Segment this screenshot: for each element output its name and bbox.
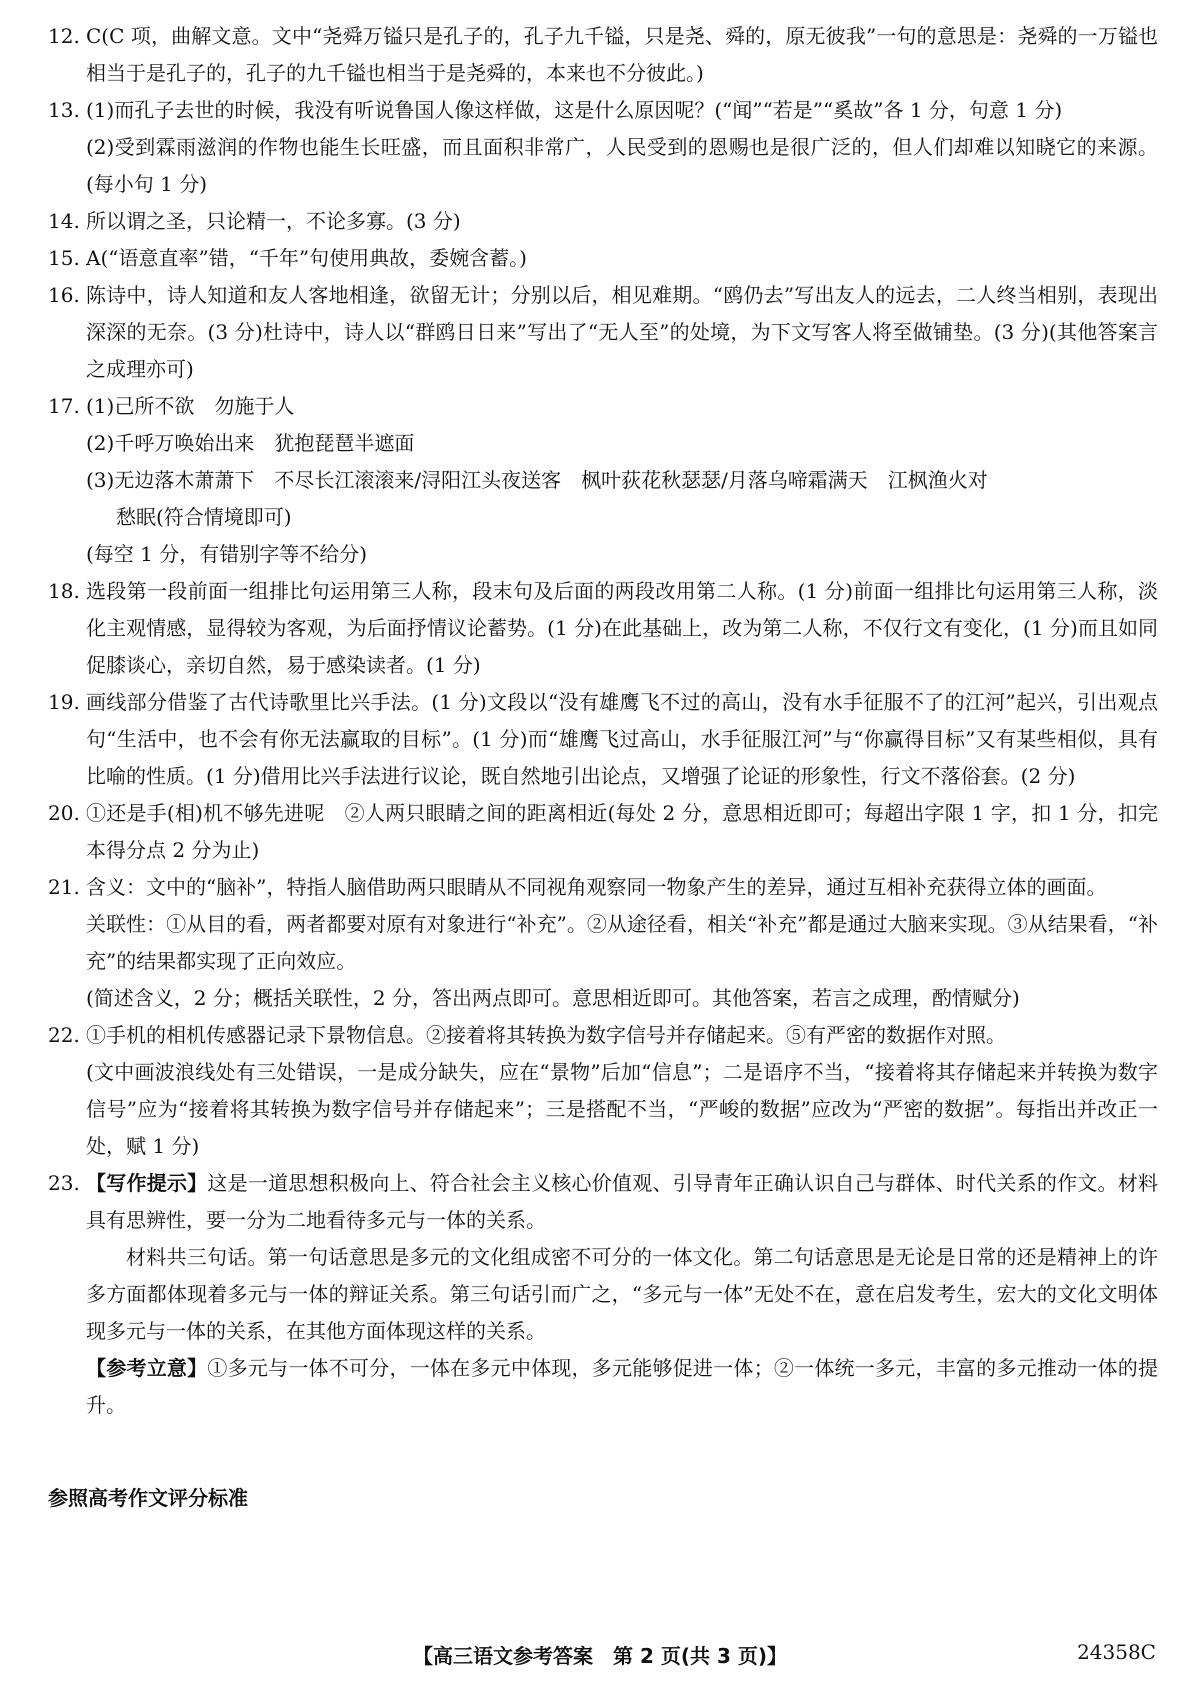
material-analysis: 材料共三句话。第一句话意思是多元的文化组成密不可分的一体文化。第二句话意思是无论是日常的还是精神上的许多方面都体现着多元与一体的辩证关系。第三句话引而广之，“多元与一体”无处不在，意在启发考生，宏大的文化文明体现多元与一体的关系，在其他方面体现这样的关系。 <box>86 1245 1158 1343</box>
answer-21-meaning: 含义：文中的“脑补”，特指人脑借助两只眼睛从不同视角观察同一物象产生的差异，通过互相补充获得立体的画面。 <box>86 875 1107 899</box>
answer-sheet <box>48 18 1158 1424</box>
answer-22: 22. ①手机的相机传感器记录下景物信息。②接着将其转换为数字信号并存储起来。⑤有严密的数据作对照。 (文中画波浪线处有三处错误，一是成分缺失，应在“景物”后加“信息”；二是语序不当，“接着将其存储起来并转换为数字信号”应为“接着将其转换为数字信号并存储起来”；三是搭配不当，“严峻的数据”应改为“严密的数据”。每指出并改正一处，赋 1 分) <box>48 1017 1158 1165</box>
answer-15: 15. A(“语意直率”错，“千年”句使用典故，委婉含蓄。) <box>48 246 527 270</box>
writing-tips: 【写作提示】这是一道思想积极向上、符合社会主义核心价值观、引导青年正确认识自己与群体、时代关系的作文。材料具有思辨性，要一分为二地看待多元与一体的关系。 <box>86 1171 1159 1232</box>
answer-21: 21. 含义：文中的“脑补”，特指人脑借助两只眼睛从不同视角观察同一物象产生的差异，通过互相补充获得立体的画面。 关联性：①从目的看，两者都要对原有对象进行“补充”。②从途径看，相关“补充”都是通过大脑来实现。③从结果看，“补充”的结果都实现了正向效应。 (简述含义，2 分；概括关联性，2 分，答出两点即可。意思相近即可。其他答案，若言之成理，酌情赋分) <box>48 869 1158 1017</box>
answer-14: 14. 所以谓之圣，只论精一，不论多寡。(3 分) <box>48 209 461 233</box>
reference-themes: 【参考立意】①多元与一体不可分，一体在多元中体现，多元能够促进一体；②一体统一多元，丰富的多元推动一体的提升。 <box>86 1356 1159 1417</box>
page-footer: 【高三语文参考答案 第 2 页(共 3 页)】 <box>413 1644 787 1668</box>
answer-19: 19. 画线部分借鉴了古代诗歌里比兴手法。(1 分)文段以“没有雄鹰飞不过的高山，没有水手征服不了的江河”起兴，引出观点句“生活中，也不会有你无法赢取的目标”。(1 分)而“雄鹰飞过高山，水手征服江河”与“你赢得目标”又有某些相似，具有比喻的性质。(1 分)借用比兴手法进行议论，既自然地引出论点，又增强了论证的形象性，行文不落俗套。(2 分) <box>48 690 1158 788</box>
answer-17-part-2: (2)千呼万唤始出来 犹抱琵琶半遮面 <box>86 431 415 455</box>
answer-13: 13. (1)而孔子去世的时候，我没有听说鲁国人像这样做，这是什么原因呢？(“闻”“若是”“奚故”各 1 分，句意 1 分) (2)受到霖雨滋润的作物也能生长旺盛，而且面积非常广，人民受到的恩赐也是很广泛的，但人们却难以知晓它的来源。(每小句 1 分) <box>48 92 1158 203</box>
answer-12: 12. C(C 项，曲解文意。文中“尧舜万镒只是孔子的，孔子九千镒，只是尧、舜的，原无彼我”一句的意思是：尧舜的一万镒也相当于是孔子的，孔子的九千镒也相当于是尧舜的，本来也不分彼此。) <box>48 24 1158 85</box>
answer-21-relevance: 关联性：①从目的看，两者都要对原有对象进行“补充”。②从途径看，相关“补充”都是通过大脑来实现。③从结果看，“补充”的结果都实现了正向效应。 <box>86 912 1158 973</box>
answer-17-scoring: (每空 1 分，有错别字等不给分) <box>86 542 368 566</box>
document-code: 24358C <box>1077 1640 1156 1664</box>
answer-17-part-3: (3)无边落木萧萧下 不尽长江滚滚来/浔阳江头夜送客 枫叶荻花秋瑟瑟/月落乌啼霜满天 江枫渔火对 愁眠(符合情境即可) <box>86 468 988 529</box>
answer-18: 18. 选段第一段前面一组排比句运用第三人称，段末句及后面的两段改用第二人称。(1 分)前面一组排比句运用第三人称，淡化主观情感，显得较为客观，为后面抒情议论蓄势。(1 分)在此基础上，改为第二人称，不仅行文有变化，(1 分)而且如同促膝谈心，亲切自然，易于感染读者。(1 分) <box>48 579 1158 677</box>
answer-20: 20. ①还是手(相)机不够先进呢 ②人两只眼睛之间的距离相近(每处 2 分，意思相近即可；每超出字限 1 字，扣 1 分，扣完本得分点 2 分为止) <box>48 801 1158 862</box>
answer-17: 17. (1)己所不欲 勿施于人 (2)千呼万唤始出来 犹抱琵琶半遮面 (3)无边落木萧萧下 不尽长江滚滚来/浔阳江头夜送客 枫叶荻花秋瑟瑟/月落乌啼霜满天 江枫渔火对 愁眠(符合情境即可) (每空 1 分，有错别字等不给分) <box>48 388 1158 573</box>
answer-16: 16. 陈诗中，诗人知道和友人客地相逢，欲留无计；分别以后，相见难期。“鸥仍去”写出友人的远去，二人终当相别，表现出深深的无奈。(3 分)杜诗中，诗人以“群鸥日日来”写出了“无人至”的处境，为下文写客人将至做铺垫。(3 分)(其他答案言之成理亦可) <box>48 283 1158 381</box>
section-title: 参照高考作文评分标准 <box>48 1486 248 1510</box>
answer-17-part-1: (1)己所不欲 勿施于人 <box>86 394 295 418</box>
answer-22-explanation: (文中画波浪线处有三处错误，一是成分缺失，应在“景物”后加“信息”；二是语序不当，“接着将其存储起来并转换为数字信号”应为“接着将其转换为数字信号并存储起来”；三是搭配不当，“严峻的数据”应改为“严密的数据”。每指出并改正一处，赋 1 分) <box>86 1060 1158 1158</box>
answer-13-part-2: (2)受到霖雨滋润的作物也能生长旺盛，而且面积非常广，人民受到的恩赐也是很广泛的，但人们却难以知晓它的来源。(每小句 1 分) <box>86 135 1158 196</box>
answer-13-part-1: (1)而孔子去世的时候，我没有听说鲁国人像这样做，这是什么原因呢？(“闻”“若是”“奚故”各 1 分，句意 1 分) <box>86 98 1063 122</box>
answer-23: 23. 【写作提示】这是一道思想积极向上、符合社会主义核心价值观、引导青年正确认识自己与群体、时代关系的作文。材料具有思辨性，要一分为二地看待多元与一体的关系。 材料共三句话。第一句话意思是多元的文化组成密不可分的一体文化。第二句话意思是无论是日常的还是精神上的许多方面都体现着多元与一体的辩证关系。第三句话引而广之，“多元与一体”无处不在，意在启发考生，宏大的文化文明体现多元与一体的关系，在其他方面体现这样的关系。 【参考立意】①多元与一体不可分，一体在多元中体现，多元能够促进一体；②一体统一多元，丰富的多元推动一体的提升。 <box>48 1165 1158 1424</box>
answer-21-scoring: (简述含义，2 分；概括关联性，2 分，答出两点即可。意思相近即可。其他答案，若言之成理，酌情赋分) <box>86 986 1020 1010</box>
